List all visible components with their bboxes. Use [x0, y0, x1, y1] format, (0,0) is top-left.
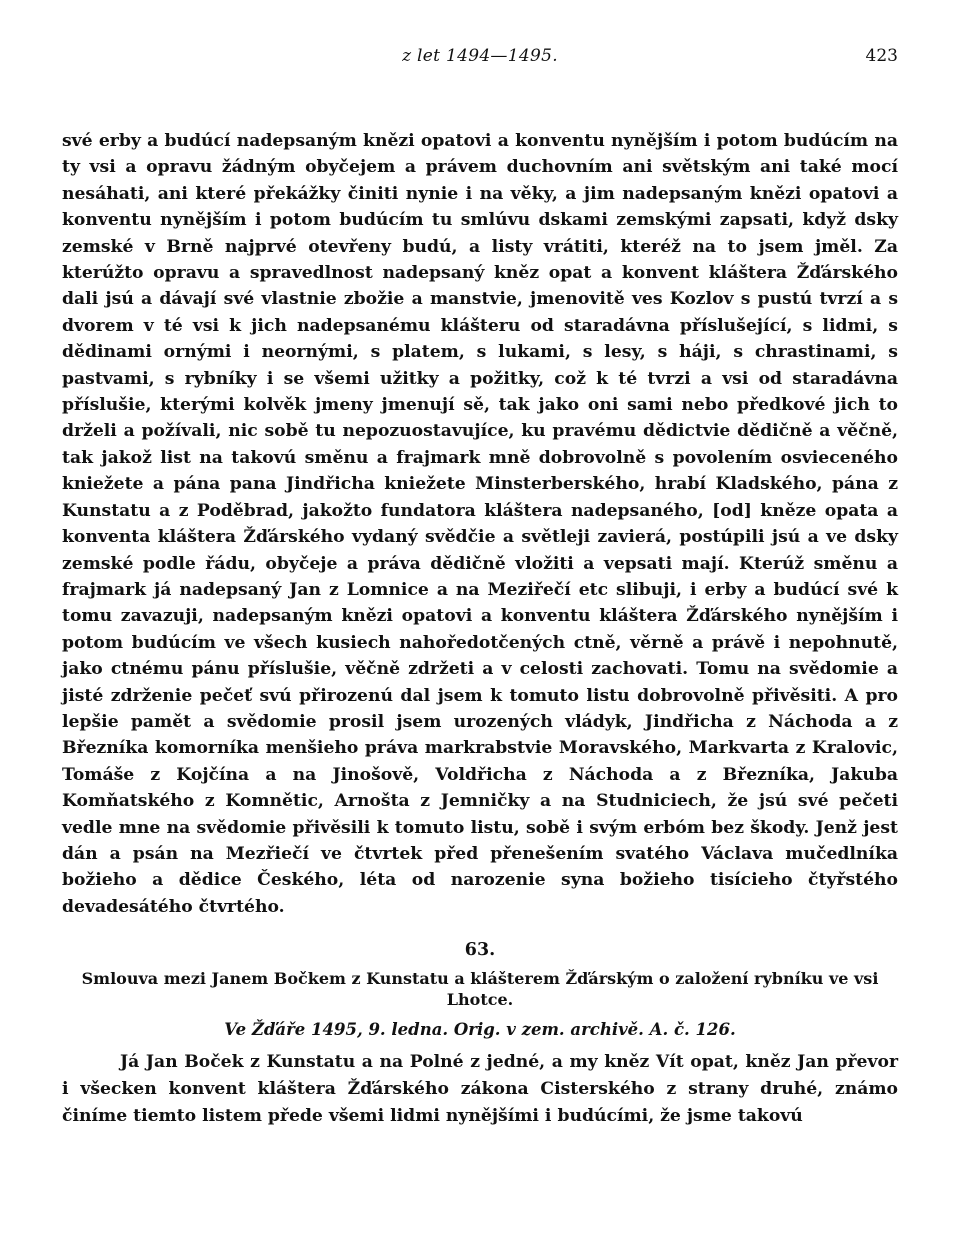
- page-header: [62, 40, 898, 76]
- document-source: Ve Žďáře 1495, 9. ledna. Orig. v zem. archivě. A. č. 126.: [224, 1020, 736, 1040]
- document-page: [62, 40, 898, 1130]
- body-paragraph: své erby a budúcí nadepsaným knězi opatovi a konventu nynějším i potom budúcím na ty vsi a opravu žádným obyčejem a právem duchovním ani světským ani také mocí nesáhati, ani které překážky činiti nynie i na věky, a jim nadepsaným knězi opatovi a konventu nynějším i potom budúcím tu smlúvu dskami zemskými zapsati, když dsky zemské v Brně najprvé otevřeny budú, a listy vrátiti, kteréž na to jsem jměl. Za kterúžto opravu a spravedlnost nadepsaný kněz opat a konvent kláštera Žďárského dali jsú a dávají své vlastnie zbožie a manstvie, jmenovitě ves Kozlov s pustú tvrzí a s dvorem v té vsi k jich nadepsanému klášteru od staradávna příslušející, s lidmi, s dědinami ornými i neornými, s platem, s lukami, s lesy, s háji, s chrastinami, s pastvami, s rybníky i se všemi užitky a požitky, což k té tvrzi a vsi od staradávna příslušie, kterými kolvěk jmeny jmenují sě, tak jako oni sami nebo předkové jich to drželi a požívali, nic sobě tu nepozuostavujíce, ku pravému dědictvie dědičně a věčně, tak jakož list na takovú směnu a frajmark mně dobrovolně s povolením osvieceného kniežete a pána pana Jindřicha kniežete Minsterberského, hrabí Kladského, pána z Kunstatu a z Poděbrad, jakožto fundatora kláštera nadepsaného, [od] kněze opata a konventa kláštera Žďárského vydaný svědčie a světleji zavierá, postúpili jsú a ve dsky zemské podle řádu, obyčeje a práva dědičně vložiti a vepsati mají. Kterúž směnu a frajmark já nadepsaný Jan z Lomnice a na Meziřečí etc slibuji, i erby a budúcí své k tomu zavazuji, nadepsaným knězi opatovi a konventu kláštera Žďárského nynějším i potom budúcím ve všech kusiech nahoředotčených ctně, věrně a právě i nepohnutě, jako ctnému pánu příslušie, věčně zdržeti a v celosti zachovati. Tomu na svědomie a jisté zdrženie pečeť svú přirozenú dal jsem k tomuto listu dobrovolně přivěsiti. A pro lepšie pamět a svědomie prosil jsem urozených vládyk, Jindřicha z Náchoda a z Březníka komorníka menšieho práva markrabstvie Moravského, Markvarta z Kralovic, Tomáše z Kojčína a na Jinošově, Voldřicha z Náchoda a z Březníka, Jakuba Komňatského z Komnětic, Arnošta z Jemničky a na Studniciech, že jsú své pečeti vedle mne na svědomie přivěsili k tomuto listu, sobě i svým erbóm bez škody. Jenž jest dán a psán na Mezřiečí ve čtvrtek před přenešením svatého Václava mučedlníka božieho a dědice Českého, léta od narozenie syna božieho tisícieho čtyřstého devadesátého čtvrtého.: [62, 131, 898, 917]
- page-number: 423: [865, 46, 898, 66]
- document-title: Smlouva mezi Janem Bočkem z Kunstatu a klášterem Žďárským o založení rybníku ve vsi Lhotce.: [81, 969, 879, 1010]
- document-number: 63.: [464, 940, 496, 961]
- document-text: Já Jan Boček z Kunstatu a na Polné z jedné, a my kněz Vít opat, kněz Jan převor i všecken konvent kláštera Žďárského zákona Cisterského z strany druhé, známo činíme tiemto listem přede všemi lidmi nynějšími i budúcími, že jsme takovú: [62, 1052, 898, 1127]
- running-head: z let 1494—1495.: [402, 46, 558, 66]
